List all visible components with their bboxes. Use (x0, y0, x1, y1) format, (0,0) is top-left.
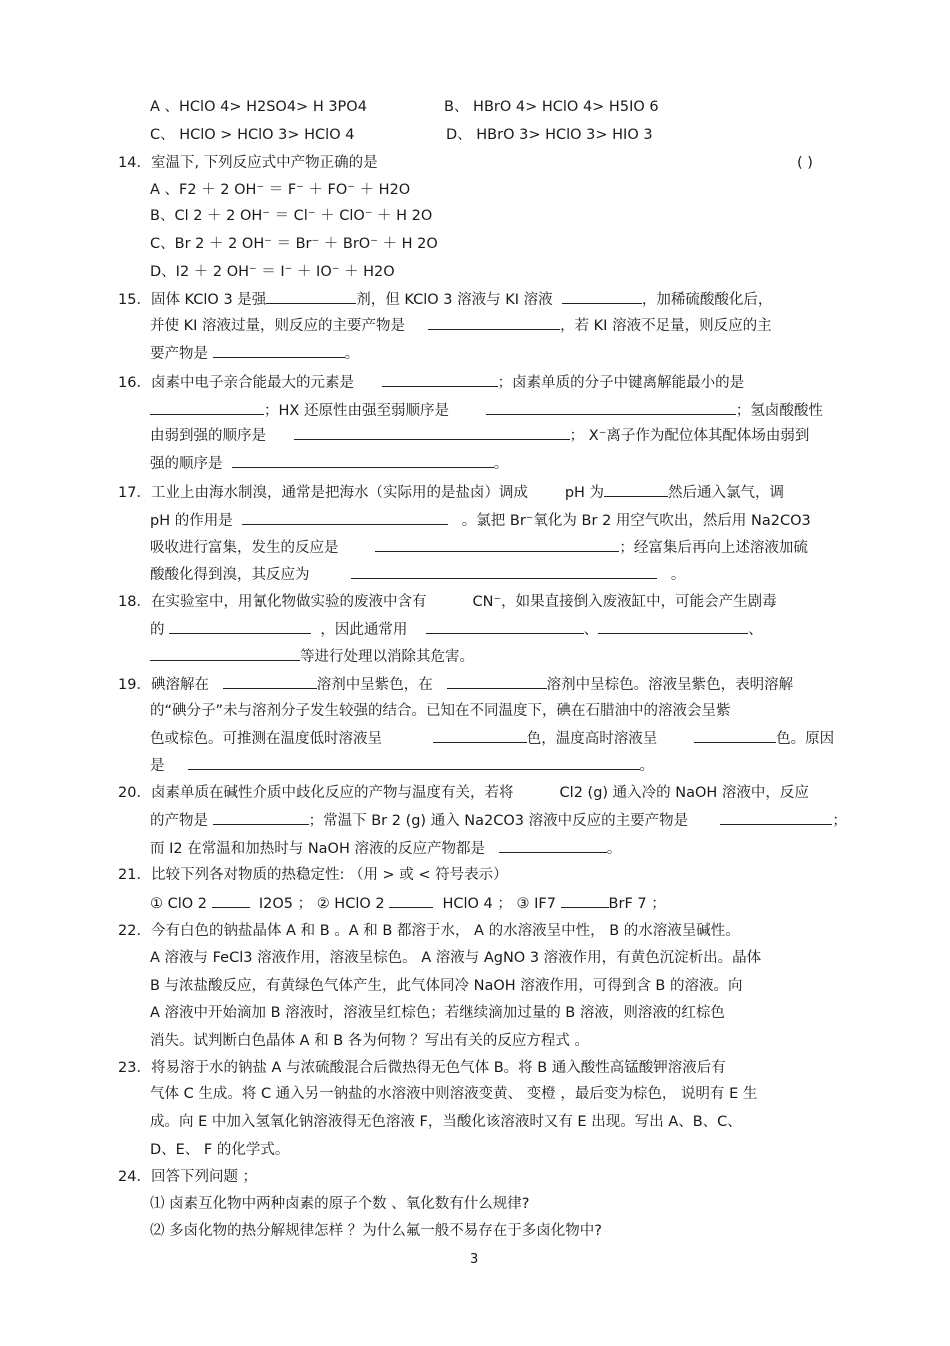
q21-text-2c: HClO 4 ； ③ IF7 (442, 896, 556, 912)
q14-answer-paren: ( ) (797, 155, 813, 171)
q24-line-3: ⑵ 多卤化物的热分解规律怎样 ？为什么氟一般不易存在于多卤化物中? (150, 1223, 602, 1239)
q22-line-3: B 与浓盐酸反应，有黄绿色气体产生，此气体同冷 NaOH 溶液作用，可得到含 B 的溶液。向 (150, 978, 743, 994)
q20-line-1 (118, 783, 809, 803)
q18-text-2d: 、 (748, 622, 763, 638)
q19-text-3b: 色，温度高时溶液呈 (526, 731, 658, 747)
q20-text-1a: 20．卤素单质在碱性介质中歧化反应的产物与温度有关，若将 (118, 785, 514, 801)
q15-text-2a: 并使 KI 溶液过量，则反应的主要产物是 (150, 318, 406, 334)
q17-line-4 (150, 564, 685, 585)
q19-text-4a: 是 (150, 758, 165, 774)
q20-blank-1[interactable] (213, 810, 309, 825)
q19-line-2: 的“碘分子”未与溶剂分子发生较强的结合。已知在不同温度下，碘在石腊油中的溶液会呈紫 (150, 703, 731, 719)
q21-text-2d: BrF 7 ； (608, 896, 666, 912)
q18-line-1 (118, 592, 777, 612)
q17-text-4b: 。 (670, 567, 686, 583)
q17-text-1b: pH 为 (564, 485, 605, 501)
q20-line-3 (150, 838, 621, 859)
q16-blank-2[interactable] (150, 400, 264, 415)
page-number: 3 (470, 1252, 479, 1267)
q18-text-1b: CN⁻，如果直接倒入废液缸中，可能会产生剧毒 (472, 594, 777, 610)
q16-blank-4[interactable] (294, 425, 570, 440)
q14-option-b: B、Cl 2 ＋ 2 OH⁻ ＝ Cl⁻ ＋ ClO⁻ ＋ H 2O (150, 208, 433, 224)
q15-blank-2[interactable] (562, 289, 642, 304)
q23-line-1: 23．将易溶于水的钠盐 A 与浓硫酸混合后微热得无色气体 B。将 B 通入酸性高锰酸钾溶液后有 (118, 1060, 726, 1076)
q17-text-2b: 。氯把 Br⁻氧化为 Br 2 用空气吹出，然后用 Na2CO3 (461, 513, 811, 529)
q18-line-2 (150, 619, 763, 640)
q15-line-3 (150, 343, 359, 364)
q17-text-1c: 然后通入氯气，调 (668, 485, 785, 501)
q24-line-2: ⑴ 卤素互化物中两种卤素的原子个数 、氧化数有什么规律? (150, 1196, 530, 1212)
q15-blank-3[interactable] (428, 315, 560, 330)
q15-text-3b: 。 (344, 346, 360, 362)
q20-text-2b: ；常温下 Br 2 (g) 通入 Na2CO3 溶液中反应的主要产物是 (308, 813, 689, 829)
q17-text-4a: 酸酸化得到溴，其反应为 (150, 567, 310, 583)
q13-option-d: D、 HBrO 3> HClO 3> HIO 3 (446, 127, 653, 143)
q15-text-3a: 要产物是 (150, 346, 208, 362)
q16-blank-5[interactable] (232, 453, 494, 468)
q16-blank-3[interactable] (486, 400, 736, 415)
q19-blank-1[interactable] (223, 674, 317, 689)
q23-line-4: D、E、 F 的化学式。 (150, 1142, 290, 1158)
q17-line-2 (150, 510, 811, 531)
q22-line-4: A 溶液中开始滴加 B 溶液时，溶液呈红棕色；若继续滴加过量的 B 溶液，则溶液的红棕色 (150, 1005, 725, 1021)
q18-blank-3[interactable] (598, 619, 748, 634)
q18-blank-1[interactable] (169, 619, 311, 634)
q18-blank-4[interactable] (150, 646, 300, 661)
q21-blank-2[interactable] (389, 893, 433, 908)
q23-line-2: 气体 C 生成。将 C 通入另一钠盐的水溶液中则溶液变黄、 变橙 ，最后变为棕色， 说明有 E 生 (150, 1086, 758, 1102)
q17-text-1a: 17．工业上由海水制溴，通常是把海水（实际用的是盐卤）调成 (118, 485, 528, 501)
q18-text-3a: 等进行处理以消除其危害。 (300, 649, 474, 665)
q21-text-2b: I2O5 ； ② HClO 2 (258, 896, 385, 912)
q17-text-3a: 吸收进行富集，发生的反应是 (150, 540, 339, 556)
q19-line-3 (150, 728, 834, 749)
q16-text-4a: 强的顺序是 (150, 456, 223, 472)
q20-text-2a: 的产物是 (150, 813, 208, 829)
q19-text-3a: 色或棕色。可推测在温度低时溶液呈 (150, 731, 382, 747)
q19-text-1b: 溶剂中呈紫色，在 (316, 677, 433, 693)
q20-text-3b: 。 (606, 841, 622, 857)
q20-line-2 (150, 810, 847, 831)
q22-line-5: 消失。试判断白色晶体 A 和 B 各为何物 ？写出有关的反应方程式 。 (150, 1033, 590, 1049)
q23-line-3: 成。向 E 中加入氢氧化钠溶液得无色溶液 F，当酸化该溶液时又有 E 出现。写出 A、B、C、 (150, 1114, 742, 1130)
q16-line-1 (118, 372, 744, 393)
q19-text-1a: 19．碘溶解在 (118, 677, 209, 693)
q18-text-1a: 18．在实验室中，用氰化物做实验的废液中含有 (118, 594, 427, 610)
q15-text-1c: ，加稀硫酸酸化后， (641, 292, 773, 308)
q19-blank-2[interactable] (447, 674, 547, 689)
q18-text-2c: 、 (583, 622, 599, 638)
q16-line-3 (150, 425, 809, 446)
q16-text-2a: ；HX 还原性由强至弱顺序是 (264, 403, 449, 419)
q15-text-2b: ，若 KI 溶液不足量，则反应的主 (560, 318, 772, 334)
q15-blank-1[interactable] (266, 289, 356, 304)
q15-line-1 (118, 289, 772, 310)
q19-blank-5[interactable] (188, 755, 640, 770)
q15-line-2 (150, 315, 772, 336)
q19-line-1 (118, 674, 793, 695)
q21-line-2 (150, 893, 666, 914)
q20-text-2c: ； (832, 813, 847, 829)
q17-text-3b: ；经富集后再向上述溶液加硫 (619, 540, 808, 556)
q24-line-1: 24．回答下列问题 ； (118, 1169, 258, 1185)
q18-line-3 (150, 646, 474, 667)
q16-line-4 (150, 453, 508, 474)
q13-option-c: C、 HClO > HClO 3> HClO 4 (150, 127, 355, 143)
q15-text-1b: 剂，但 KClO 3 溶液与 KI 溶液 (356, 292, 553, 308)
q18-text-2b: ，因此通常用 (320, 622, 408, 638)
q17-blank-1[interactable] (604, 482, 668, 497)
q19-text-1c: 溶剂中呈棕色。溶液呈紫色，表明溶解 (546, 677, 794, 693)
q14-option-c: C、Br 2 ＋ 2 OH⁻ ＝ Br⁻ ＋ BrO⁻ ＋ H 2O (150, 236, 438, 252)
q13-option-b: B、 HBrO 4> HClO 4> H5IO 6 (444, 99, 659, 115)
q13-option-a: A 、HClO 4> H2SO4> H 3PO4 (150, 99, 367, 115)
q19-text-4b: 。 (639, 758, 655, 774)
q22-line-1: 22．今有白色的钠盐晶体 A 和 B 。A 和 B 都溶于水， A 的水溶液呈中性， B 的水溶液呈碱性。 (118, 923, 740, 939)
q20-blank-3[interactable] (499, 838, 607, 853)
q17-line-3 (150, 537, 808, 558)
q19-text-3c: 色。原因 (776, 731, 835, 747)
q16-text-2b: ；氢卤酸酸性 (735, 403, 823, 419)
q21-text-2a: ① ClO 2 (150, 896, 208, 912)
q16-line-2 (150, 400, 823, 421)
q17-blank-3[interactable] (375, 537, 619, 552)
q15-blank-4[interactable] (213, 343, 345, 358)
q22-line-2: A 溶液与 FeCl3 溶液作用，溶液呈棕色。 A 溶液与 AgNO 3 溶液作用，有黄色沉淀析出。晶体 (150, 950, 762, 966)
q21-blank-3[interactable] (561, 893, 609, 908)
q17-blank-2[interactable] (242, 510, 448, 525)
q16-blank-1[interactable] (382, 372, 498, 387)
q16-text-3a: 由弱到强的顺序是 (150, 428, 266, 444)
q20-text-1b: Cl2 (g) 通入冷的 NaOH 溶液中，反应 (559, 785, 809, 801)
q20-text-3a: 而 I2 在常温和加热时与 NaOH 溶液的反应产物都是 (150, 841, 485, 857)
q15-text-1a: 15．固体 KClO 3 是强 (118, 292, 267, 308)
q21-line-1: 21．比较下列各对物质的热稳定性: （用 > 或 < 符号表示） (118, 867, 508, 883)
q17-text-2a: pH 的作用是 (150, 513, 233, 529)
q16-text-1b: ；卤素单质的分子中键离解能最小的是 (497, 375, 745, 391)
q16-text-3b: ； X⁻离子作为配位体其配体场由弱到 (569, 428, 810, 444)
q14-stem: 14．室温下, 下列反应式中产物正确的是 (118, 155, 378, 171)
q17-blank-4[interactable] (351, 564, 657, 579)
q20-blank-2[interactable] (720, 810, 832, 825)
q14-option-a: A 、F2 ＋ 2 OH⁻ ＝ F⁻ ＋ FO⁻ ＋ H2O (150, 182, 411, 198)
q18-text-2a: 的 (150, 622, 165, 638)
q19-line-4 (150, 755, 654, 776)
q16-text-4b: 。 (493, 456, 509, 472)
q16-text-1a: 16．卤素中电子亲合能最大的元素是 (118, 375, 354, 391)
q21-blank-1[interactable] (212, 893, 250, 908)
q19-blank-4[interactable] (694, 728, 776, 743)
q14-option-d: D、I2 ＋ 2 OH⁻ ＝ I⁻ ＋ IO⁻ ＋ H2O (150, 264, 395, 280)
q18-blank-2[interactable] (426, 619, 584, 634)
q17-line-1 (118, 482, 784, 503)
q19-blank-3[interactable] (433, 728, 527, 743)
